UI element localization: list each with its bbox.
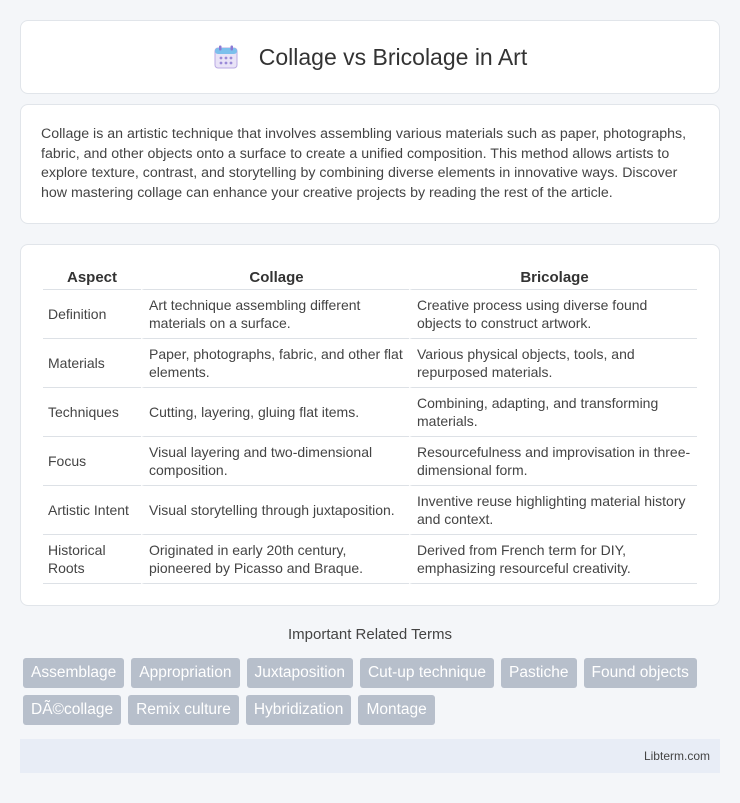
row-collage: Paper, photographs, fabric, and other flat elements.	[141, 339, 409, 388]
comparison-table-card	[20, 244, 720, 606]
comparison-table	[43, 265, 697, 584]
table-row	[43, 486, 697, 535]
row-aspect: Definition	[43, 290, 141, 339]
row-aspect: Materials	[43, 339, 141, 388]
tag-found-objects[interactable]: Found objects	[584, 658, 697, 688]
row-aspect: Artistic Intent	[43, 486, 141, 535]
tag-appropriation[interactable]: Appropriation	[131, 658, 239, 688]
intro-paragraph: Collage is an artistic technique that involves assembling various materials such as paper, photographs, fabric, and other objects onto a surface to create a unified composition. This method allows artists to explore texture, contrast, and storytelling by combining diverse elements in innovative ways. Discover how mastering collage can enhance your creative projects by reading the rest of the article.	[41, 126, 687, 201]
calendar-icon	[213, 44, 239, 70]
intro-card	[20, 104, 720, 224]
related-terms-heading: Important Related Terms	[288, 626, 452, 643]
row-bricolage: Various physical objects, tools, and repurposed materials.	[409, 339, 697, 388]
header-collage: Collage	[141, 265, 409, 290]
row-collage: Cutting, layering, gluing flat items.	[141, 388, 409, 437]
header-aspect: Aspect	[43, 265, 141, 290]
table-row	[43, 535, 697, 584]
row-collage: Visual layering and two-dimensional composition.	[141, 437, 409, 486]
table-row	[43, 339, 697, 388]
row-bricolage: Inventive reuse highlighting material history and context.	[409, 486, 697, 535]
tag-juxtaposition[interactable]: Juxtaposition	[247, 658, 353, 688]
row-bricolage: Derived from French term for DIY, emphasizing resourceful creativity.	[409, 535, 697, 584]
table-header-row	[43, 265, 697, 290]
row-bricolage: Combining, adapting, and transforming materials.	[409, 388, 697, 437]
tag-decollage[interactable]: DÃ©collage	[23, 695, 121, 725]
footer-site-link[interactable]: Libterm.com	[643, 749, 710, 763]
header-bricolage: Bricolage	[409, 265, 697, 290]
tag-assemblage[interactable]: Assemblage	[23, 658, 124, 688]
row-collage: Art technique assembling different materials on a surface.	[141, 290, 409, 339]
related-terms-list	[23, 658, 723, 725]
footer	[20, 739, 720, 773]
row-collage: Originated in early 20th century, pioneered by Picasso and Braque.	[141, 535, 409, 584]
tag-pastiche[interactable]: Pastiche	[501, 658, 576, 688]
table-row	[43, 290, 697, 339]
table-row	[43, 388, 697, 437]
page-title: Collage vs Bricolage in Art	[258, 43, 528, 70]
row-aspect: Focus	[43, 437, 141, 486]
row-aspect: Techniques	[43, 388, 141, 437]
row-bricolage: Creative process using diverse found objects to construct artwork.	[409, 290, 697, 339]
tag-hybridization[interactable]: Hybridization	[246, 695, 352, 725]
row-bricolage: Resourcefulness and improvisation in three-dimensional form.	[409, 437, 697, 486]
title-card	[20, 20, 720, 94]
table-row	[43, 437, 697, 486]
tag-cut-up-technique[interactable]: Cut-up technique	[360, 658, 494, 688]
row-collage: Visual storytelling through juxtaposition.	[141, 486, 409, 535]
tag-montage[interactable]: Montage	[358, 695, 434, 725]
tag-remix-culture[interactable]: Remix culture	[128, 695, 239, 725]
row-aspect: Historical Roots	[43, 535, 141, 584]
